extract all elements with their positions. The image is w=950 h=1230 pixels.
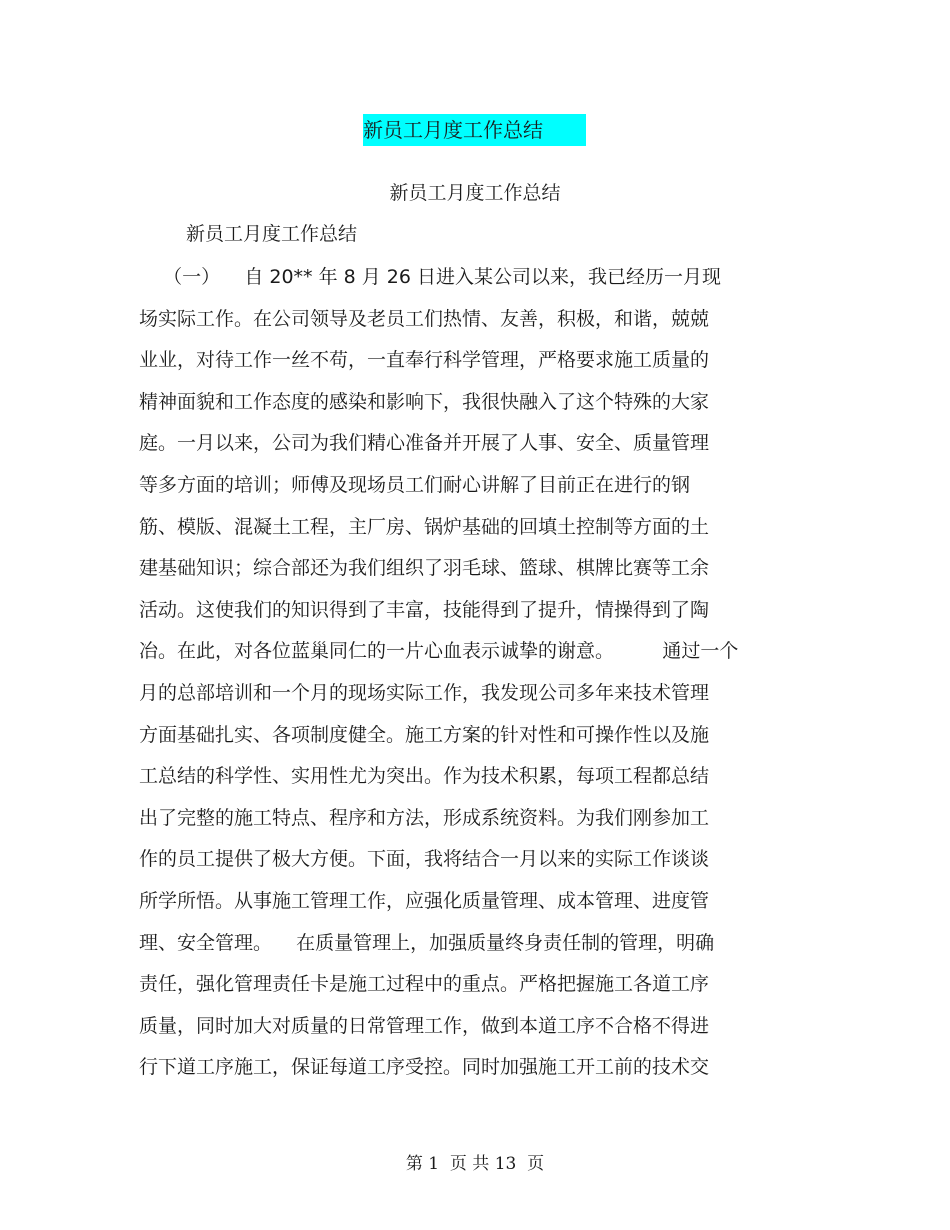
body-line: 方面基础扎实、各项制度健全。施工方案的针对性和可操作性以及施 — [139, 723, 710, 746]
document-title: 新员工月度工作总结 — [363, 114, 586, 146]
section-heading: 新员工月度工作总结 — [186, 223, 358, 245]
body-line: 建基础知识；综合部还为我们组织了羽毛球、篮球、棋牌比赛等工余 — [139, 557, 710, 580]
body-line: 工总结的科学性、实用性尤为突出。作为技术积累，每项工程都总结 — [139, 765, 710, 788]
body-line: 活动。这使我们的知识得到了丰富，技能得到了提升，情操得到了陶 — [139, 598, 710, 621]
body-line: 行下道工序施工，保证每道工序受控。同时加强施工开工前的技术交 — [139, 1056, 710, 1079]
body-line: 精神面貌和工作态度的感染和影响下，我很快融入了这个特殊的大家 — [139, 390, 710, 413]
body-line: 责任，强化管理责任卡是施工过程中的重点。严格把握施工各道工序 — [139, 973, 710, 996]
body-line: 所学所悟。从事施工管理工作，应强化质量管理、成本管理、进度管 — [139, 889, 710, 912]
body-line: 理、安全管理。 在质量管理上，加强质量终身责任制的管理，明确 — [139, 931, 715, 954]
body-line: 出了完整的施工特点、程序和方法，形成系统资料。为我们刚参加工 — [139, 806, 710, 829]
body-line: 业业，对待工作一丝不苟，一直奉行科学管理，严格要求施工质量的 — [139, 349, 710, 372]
body-line: 月的总部培训和一个月的现场实际工作，我发现公司多年来技术管理 — [139, 681, 710, 704]
body-line: 冶。在此，对各位蓝巢同仁的一片心血表示诚挚的谢意。 通过一个 — [139, 640, 739, 663]
page-footer: 第 1 页 共 13 页 — [405, 1154, 545, 1174]
body-line: 等多方面的培训；师傅及现场员工们耐心讲解了目前正在进行的钢 — [139, 473, 691, 496]
body-line: 场实际工作。在公司领导及老员工们热情、友善，积极，和谐，兢兢 — [139, 307, 710, 330]
body-line: 作的员工提供了极大方便。下面，我将结合一月以来的实际工作谈谈 — [139, 848, 710, 871]
body-line: 质量，同时加大对质量的日常管理工作，做到本道工序不合格不得进 — [139, 1014, 710, 1037]
body-text — [139, 262, 819, 1094]
body-line: （一） 自 20** 年 8 月 26 日进入某公司以来，我已经历一月现 — [139, 266, 721, 288]
body-line: 庭。一月以来，公司为我们精心准备并开展了人事、安全、质量管理 — [139, 432, 710, 455]
body-line: 筋、模版、混凝土工程，主厂房、锅炉基础的回填土控制等方面的土 — [139, 515, 710, 538]
document-subtitle: 新员工月度工作总结 — [389, 182, 561, 204]
